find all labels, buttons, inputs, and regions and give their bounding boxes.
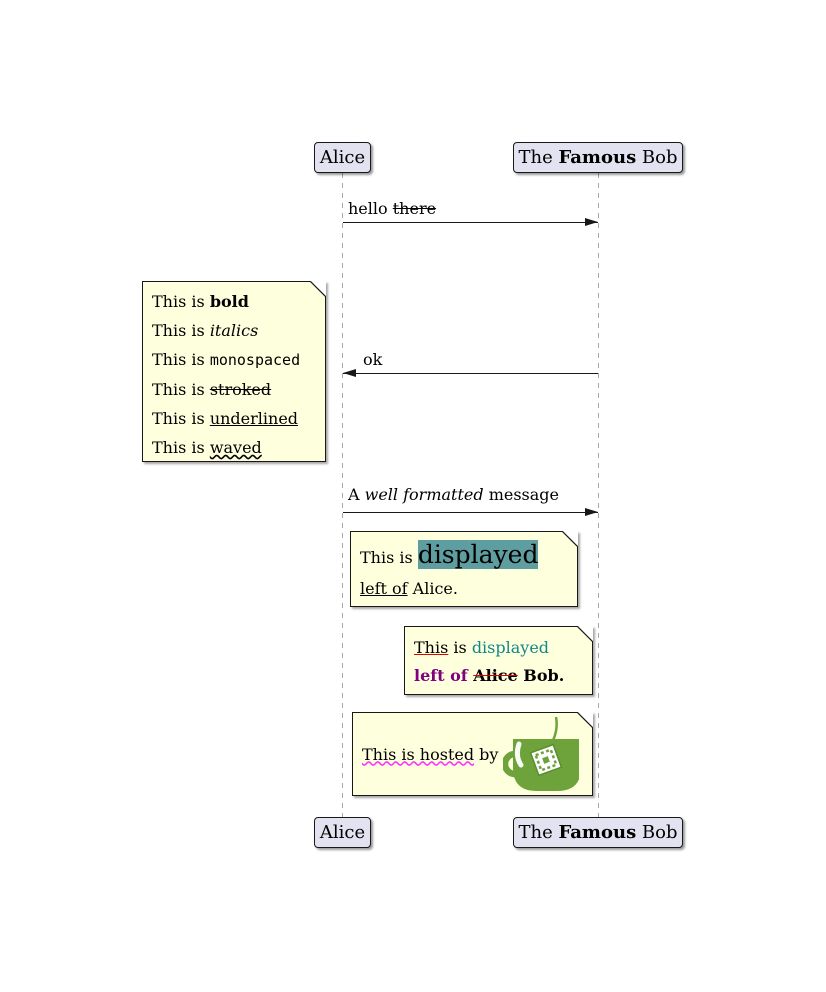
note-fold-icon [310,281,326,297]
note-line: left of Alice Bob. [414,666,565,685]
arrowhead-right-icon [585,508,598,516]
note-line: This is hosted by [362,744,499,764]
note-line: This is displayed [360,540,539,569]
participant-alice-top [314,142,371,173]
note-line: This is displayed [414,638,550,657]
participant-alice-bottom [314,817,371,848]
note-hosted [352,712,593,796]
message-ok-label: ok [363,350,383,369]
note-line: left of Alice. [360,579,458,598]
note-line: This is bold [152,292,249,311]
participant-label: The Famous Bob [518,822,678,843]
arrowhead-right-icon [585,218,598,226]
participant-label: Alice [319,822,366,843]
note-formatting [142,281,326,462]
lifeline-bob [598,173,599,818]
message-hello-line [343,222,598,223]
participant-label: The Famous Bob [518,147,678,168]
participant-label: Alice [319,147,366,168]
note-fold-icon [577,626,593,642]
message-formatted-label: A well formatted message [348,485,560,504]
note-line: This is waved [152,438,262,457]
note-left-of-alice [350,531,578,607]
note-fold-icon [577,712,593,728]
message-formatted-line [343,512,598,513]
note-fold-icon [562,531,578,547]
teacup-icon [503,714,579,796]
highlighted-text: displayed [417,540,539,569]
note-line: This is underlined [152,409,299,428]
participant-bob-bottom [513,817,683,848]
note-line: This is stroked [152,380,272,399]
note-line: This is italics [152,321,259,340]
note-left-of-bob [404,626,593,695]
participant-bob-top [513,142,683,173]
message-ok-line [343,373,598,374]
lifeline-alice [342,173,343,818]
arrowhead-left-icon [343,369,356,377]
message-hello-label: hello there [348,199,437,218]
note-line: This is monospaced [152,350,301,369]
